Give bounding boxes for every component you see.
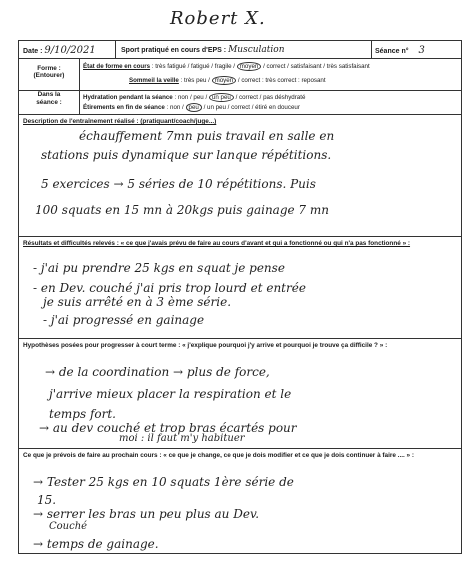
session-label-cell: Dans la séance :: [19, 91, 80, 114]
hypotheses-line-1: → de la coordination → plus de force,: [45, 365, 270, 379]
hydration-opt-a: : non / peu /: [174, 94, 208, 101]
session-row: [19, 91, 461, 115]
stretch-opt-b: / un peu / correct / étiré en douceur: [203, 104, 300, 111]
hydration-opt-b: / correct / pas déshydraté: [235, 94, 306, 101]
next-line-5: → temps de gainage.: [33, 537, 159, 551]
date-label: Date :: [23, 48, 45, 55]
session-field: [375, 45, 425, 56]
sport-field: [121, 45, 285, 55]
results-line-4: - j'ai progressé en gainage: [43, 313, 205, 327]
form-subtitle: (Entourer): [33, 72, 65, 79]
form-state-label: État de forme en cours: [83, 63, 151, 70]
hypotheses-line-3: temps fort.: [49, 407, 116, 421]
form-row: [19, 59, 461, 91]
form-state-opt-a: : très fatigué / fatigué / fragile /: [151, 63, 236, 70]
results-line-3: je suis arrêté en à 3 ème série.: [43, 295, 232, 309]
form-sleep-label: Sommeil la veille: [129, 77, 179, 84]
stretch-line: [83, 104, 300, 111]
results-section: [19, 237, 461, 339]
hypotheses-line-4: → au dev couché et trop bras écartés pour: [39, 421, 297, 435]
sport-label: Sport pratiqué en cours d'EPS :: [121, 47, 229, 54]
form-sleep-line: [129, 77, 326, 84]
next-line-2: 15.: [37, 493, 57, 507]
header-row: [19, 41, 461, 59]
results-line-1: - j'ai pu prendre 25 kgs en squat je pense: [33, 261, 285, 275]
description-line-4: 100 squats en 15 mn à 20kgs puis gainage 7 mn: [35, 203, 329, 217]
sport-value: Musculation: [228, 45, 285, 55]
hypotheses-section: [19, 339, 461, 449]
hypotheses-line-2: j'arrive mieux placer la respiration et le: [49, 387, 292, 401]
hydration-label: Hydratation pendant la séance: [83, 94, 173, 101]
form-sleep-opt-a: : très peu /: [180, 77, 210, 84]
results-title: Résultats et difficultés relevés : « ce que j'avais prévu de faire au cours d'avant et qui a fonctionné ou qui n'a pas fonctionné » :: [23, 240, 411, 247]
form-state-selected: moyen: [237, 62, 262, 71]
form-sleep-selected: moyen: [212, 76, 237, 85]
next-line-3: → serrer les bras un peu plus au Dev.: [33, 507, 260, 521]
hydration-selected: un peu: [209, 93, 234, 102]
description-section: [19, 115, 461, 237]
form-state-opt-b: / correct / satisfaisant / très satisfaisant: [263, 63, 370, 70]
description-line-3: 5 exercices → 5 séries de 10 répétitions. Puis: [41, 177, 316, 191]
stretch-opt-a: : non /: [166, 104, 184, 111]
session-label: Séance n°: [375, 48, 411, 55]
stretch-selected: peu: [186, 103, 202, 112]
date-value: 9/10/2021: [44, 45, 96, 56]
student-name: Robert X.: [170, 8, 266, 29]
description-line-1: échauffement 7mn puis travail en salle en: [79, 129, 335, 143]
next-line-1: → Tester 25 kgs en 10 squats 1ère série de: [33, 475, 294, 489]
hypotheses-title: Hypothèses posées pour progresser à court terme : « j'explique pourquoi j'y arrive et pourquoi je trouve ça difficile ? » :: [23, 342, 388, 349]
form-label-cell: [19, 59, 80, 90]
form-title: Forme :: [37, 65, 61, 72]
description-title: Description de l'entraînement réalisé : (pratiquant/coach/juge...): [23, 118, 217, 125]
training-sheet: [18, 40, 462, 554]
description-line-2: stations puis dynamique sur lanque répétitions.: [41, 148, 332, 162]
next-section: [19, 449, 461, 553]
form-sleep-opt-b: / correct : très correct : reposant: [237, 77, 326, 84]
next-line-4: Couché: [49, 521, 88, 532]
hypotheses-line-5: moi : il faut m'y habituer: [119, 433, 245, 444]
header-divider-1: [115, 41, 116, 58]
next-title: Ce que je prévois de faire au prochain cours : « ce que je change, ce que je dois modifier et ce que je dois continuer à faire .... » :: [23, 452, 415, 459]
hydration-line: [83, 94, 305, 101]
session-value: 3: [418, 45, 425, 56]
header-divider-2: [371, 41, 372, 58]
stretch-label: Étirements en fin de séance: [83, 104, 165, 111]
date-field: [23, 45, 96, 56]
results-line-2: - en Dev. couché j'ai pris trop lourd et entrée: [33, 281, 306, 295]
form-state-line: [83, 63, 370, 70]
